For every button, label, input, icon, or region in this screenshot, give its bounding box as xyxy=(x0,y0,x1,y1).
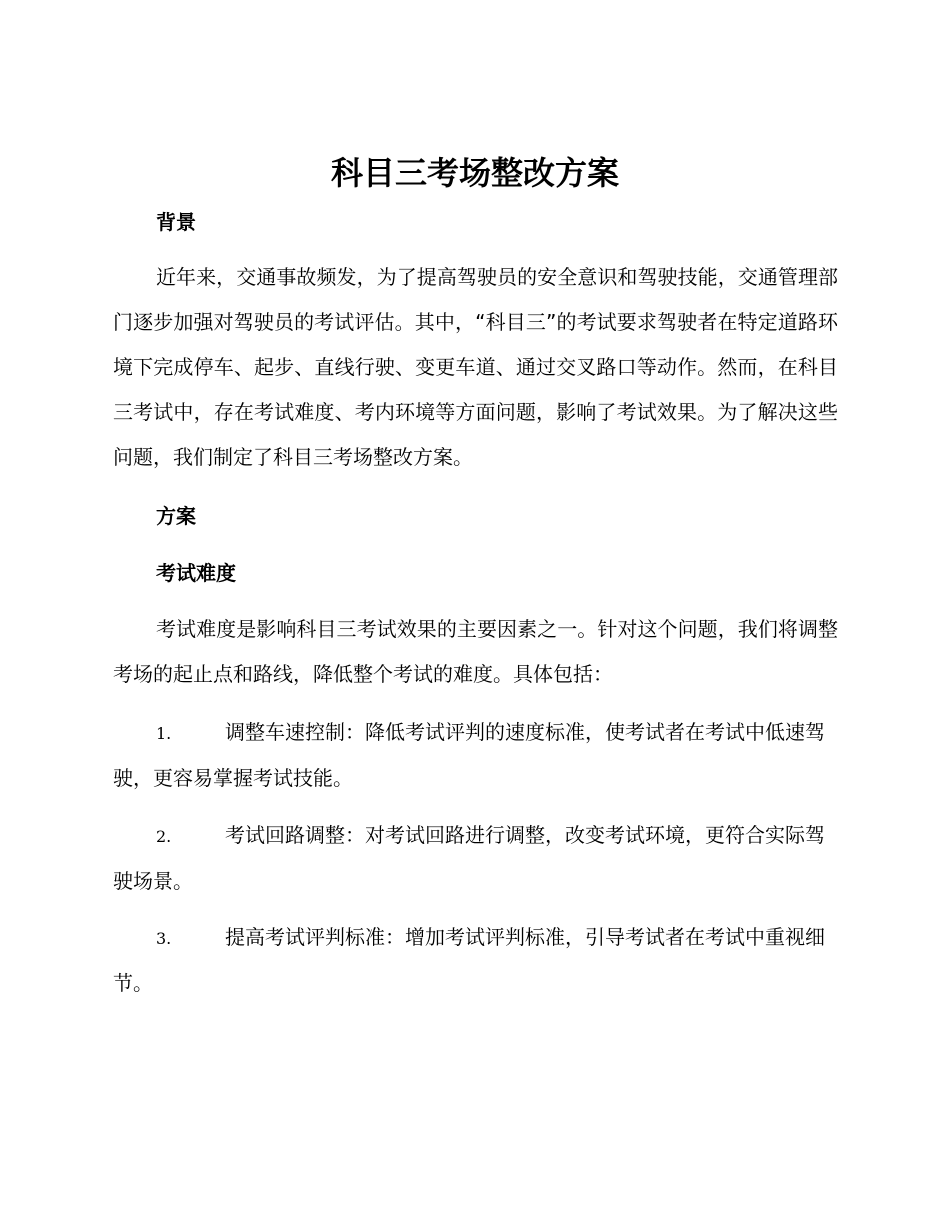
subsection-heading-difficulty: 考试难度 xyxy=(156,561,236,585)
list-item-number: 3. xyxy=(156,929,172,948)
section-heading-plan: 方案 xyxy=(156,504,196,528)
list-item xyxy=(113,710,838,801)
list-item-number: 1. xyxy=(156,724,172,743)
background-paragraph: 近年来，交通事故频发，为了提高驾驶员的安全意识和驾驶技能，交通管理部门逐步加强对驾驶员的考试评估。其中，“科目三”的考试要求驾驶者在特定道路环境下完成停车、起步、直线行驶、变更车道、通过交叉路口等动作。然而，在科目三考试中，存在考试难度、考内环境等方面问题，影响了考试效果。为了解决这些问题，我们制定了科目三考场整改方案。 xyxy=(113,265,838,469)
list-item-text: 调整车速控制：降低考试评判的速度标准，使考试者在考试中低速驾驶，更容易掌握考试技能。 xyxy=(113,720,825,790)
list-item-number: 2. xyxy=(156,827,172,846)
document-title: 科目三考场整改方案 xyxy=(330,154,619,192)
list-item xyxy=(113,813,838,904)
difficulty-paragraph: 考试难度是影响科目三考试效果的主要因素之一。针对这个问题，我们将调整考场的起止点和路线，降低整个考试的难度。具体包括： xyxy=(113,617,838,686)
list-item-text: 考试回路调整：对考试回路进行调整，改变考试环境，更符合实际驾驶场景。 xyxy=(113,823,825,893)
section-heading-background: 背景 xyxy=(156,210,196,234)
list-item-text: 提高考试评判标准：增加考试评判标准，引导考试者在考试中重视细节。 xyxy=(113,925,825,995)
list-item xyxy=(113,915,838,1006)
